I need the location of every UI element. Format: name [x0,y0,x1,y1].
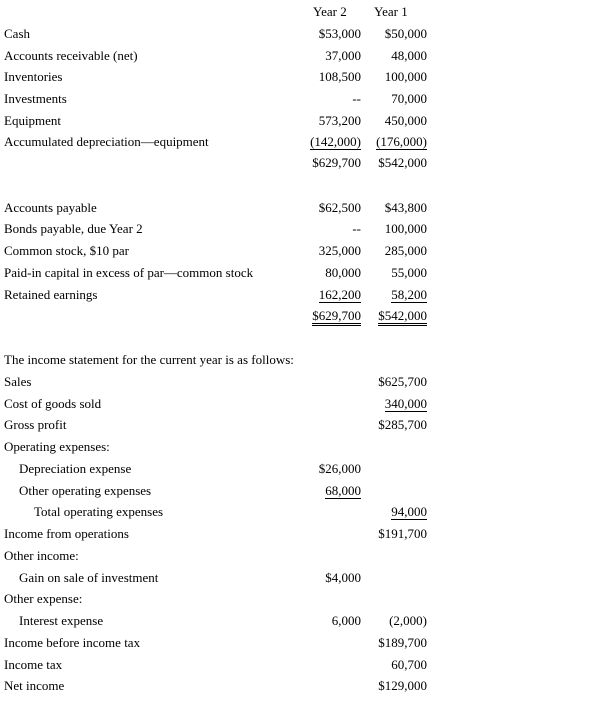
row-label: Common stock, $10 par [4,243,129,258]
section-header: Operating expenses: [4,439,110,454]
underlined-value: 162,200 [318,287,361,302]
row-label: Bonds payable, due Year 2 [4,221,143,236]
amount: $285,700 [378,417,427,432]
income-row-income-from-operations [0,526,600,546]
row-label: Depreciation expense [19,461,132,476]
asset-row-investments [0,91,600,111]
row-label: Income from operations [4,526,129,541]
double-underlined-total: $629,700 [312,308,361,326]
asset-row-cash [0,26,600,46]
amount: $189,700 [378,635,427,650]
underlined-value: 68,000 [325,483,361,498]
header-year1: Year 1 [374,4,408,19]
amount [347,396,427,412]
year1-value: 55,000 [391,265,427,280]
income-row-other-opex [0,483,600,503]
year2-total: $629,700 [312,155,361,170]
year2-value: 325,000 [318,243,361,258]
row-label: Other operating expenses [19,483,152,498]
year2-value: -- [352,91,361,106]
income-row-interest [0,613,600,633]
income-row-net-income [0,678,600,698]
amount: $191,700 [378,526,427,541]
income-intro-row [0,352,600,372]
row-label: Retained earnings [4,287,98,302]
row-label: Gross profit [4,417,67,432]
year1-value: $50,000 [384,26,427,41]
year2-value: $53,000 [318,26,361,41]
amount: $129,000 [378,678,427,693]
row-label: Cash [4,26,30,41]
income-row-pretax [0,635,600,655]
year2-value: 37,000 [325,48,361,63]
year2-value: 573,200 [318,113,361,128]
underlined-value: (176,000) [376,134,427,149]
equity-row-common-stock [0,243,600,263]
year1-total [347,308,427,324]
equity-row-retained-earnings [0,287,600,307]
underlined-value: 58,200 [391,287,427,302]
liability-row-bonds-payable [0,221,600,241]
row-label: Sales [4,374,32,389]
year2-value: 80,000 [325,265,361,280]
year1-value [347,287,427,303]
asset-row-accum-depreciation [0,134,600,154]
income-row-total-opex [0,504,600,524]
year1-value: 285,000 [384,243,427,258]
underlined-value: 94,000 [391,504,427,519]
assets-total-row [0,155,600,175]
column-headers [0,4,600,24]
income-row-other-income-header [0,548,600,568]
row-label: Accumulated depreciation—equipment [4,134,209,149]
amount: 60,700 [391,657,427,672]
row-label: Investments [4,91,67,106]
row-label: Income tax [4,657,63,672]
income-row-opex-header [0,439,600,459]
row-label: Accounts receivable (net) [4,48,138,63]
year1-value: 70,000 [391,91,427,106]
liabilities-total-row [0,308,600,328]
section-header: Other expense: [4,591,83,606]
row-label: Net income [4,678,65,693]
income-row-other-expense-header [0,591,600,611]
row-label: Gain on sale of investment [19,570,159,585]
asset-row-equipment [0,113,600,133]
row-label: Inventories [4,69,63,84]
row-label: Paid-in capital in excess of par—common stock [4,265,254,280]
income-row-tax [0,657,600,677]
amount: $26,000 [318,461,361,476]
year1-total: $542,000 [378,155,427,170]
year1-value: 100,000 [384,221,427,236]
income-intro-text: The income statement for the current year is as follows: [4,352,294,367]
income-row-depreciation [0,461,600,481]
double-underlined-total: $542,000 [378,308,427,326]
amount: $625,700 [378,374,427,389]
income-row-gross-profit [0,417,600,437]
year1-value [347,134,427,150]
amount [347,504,427,520]
asset-row-receivables [0,48,600,68]
year1-value: $43,800 [384,200,427,215]
amount [281,483,361,499]
section-header: Other income: [4,548,79,563]
income-row-gain [0,570,600,590]
row-label: Cost of goods sold [4,396,102,411]
row-label: Interest expense [19,613,104,628]
year2-value: $62,500 [318,200,361,215]
year1-value: 450,000 [384,113,427,128]
equity-row-paid-in-capital [0,265,600,285]
row-label: Equipment [4,113,62,128]
year2-value: -- [352,221,361,236]
row-label: Total operating expenses [34,504,164,519]
net-amount: (2,000) [389,613,427,628]
year2-value: 108,500 [318,69,361,84]
income-row-sales [0,374,600,394]
income-row-cogs [0,396,600,416]
year1-value: 100,000 [384,69,427,84]
underlined-value: 340,000 [384,396,427,411]
underlined-value: (142,000) [310,134,361,149]
liability-row-accounts-payable [0,200,600,220]
amount: $4,000 [325,570,361,585]
header-year2: Year 2 [313,4,347,19]
year1-value: 48,000 [391,48,427,63]
row-label: Accounts payable [4,200,97,215]
amount: 6,000 [331,613,361,628]
asset-row-inventories [0,69,600,89]
row-label: Income before income tax [4,635,141,650]
